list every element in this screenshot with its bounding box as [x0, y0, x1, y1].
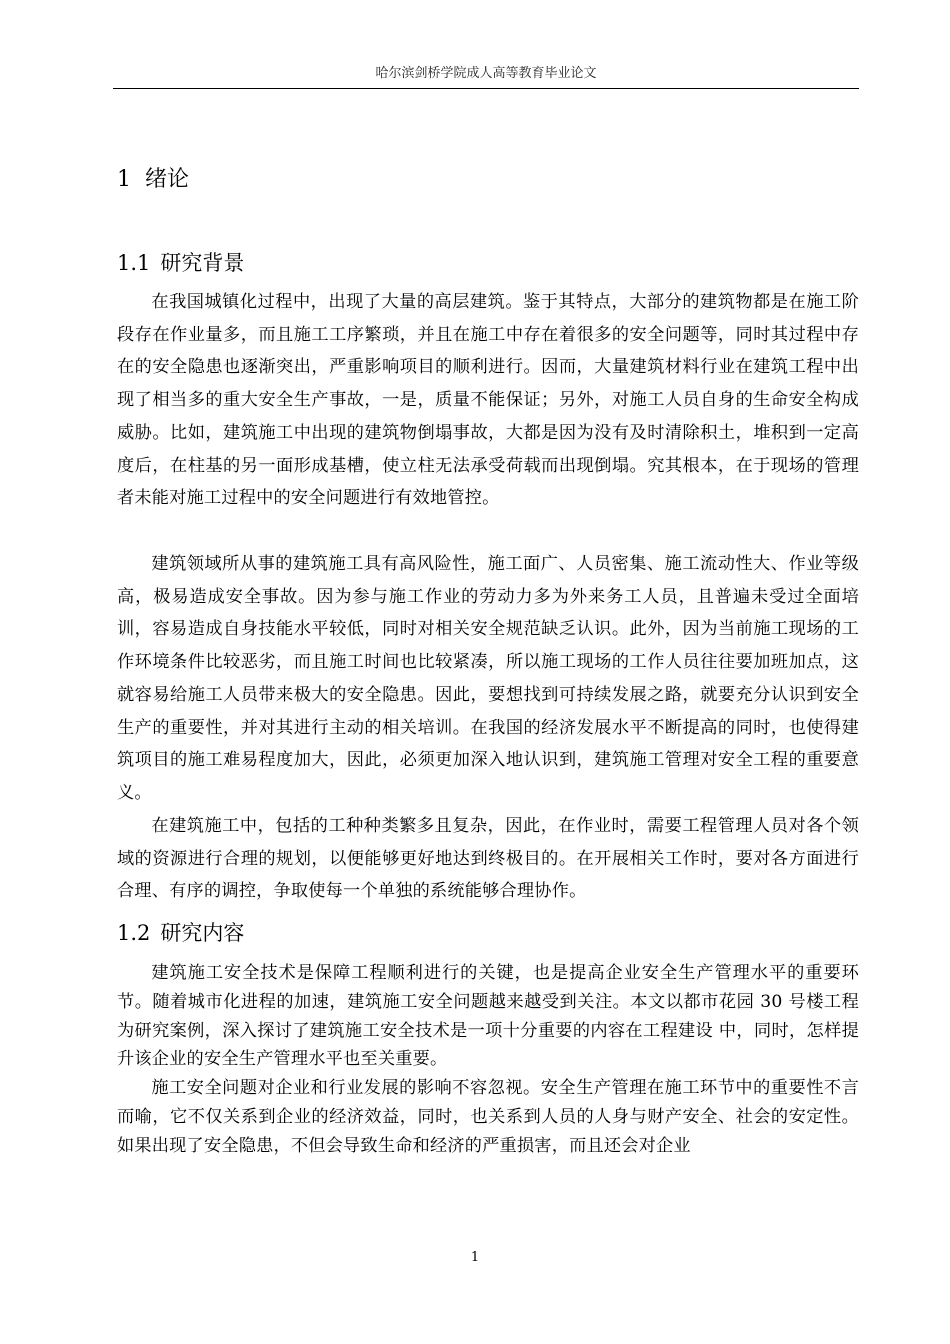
paragraph: 建筑领域所从事的建筑施工具有高风险性，施工面广、人员密集、施工流动性大、作业等级高，极易造成安全事故。因为参与施工作业的劳动力多为外来务工人员，且普遍未受过全面培训，容易造成自身技能水平较低，同时对相关安全规范缺乏认识。此外，因为当前施工现场的工作环境条件比较恶劣，而且施工时间也比较紧凑，所以施工现场的工作人员往往要加班加点，这就容易给施工人员带来极大的安全隐患。因此，要想找到可持续发展之路，就要充分认识到安全生产的重要性，并对其进行主动的相关培训。在我国的经济发展水平不断提高的同时，也使得建筑项目的施工难易程度加大，因此，必须更加深入地认识到，建筑施工管理对安全工程的重要意义。 — [117, 554, 859, 803]
running-header: 哈尔滨剑桥学院成人高等教育毕业论文 — [375, 66, 597, 81]
paragraph: 在建筑施工中，包括的工种种类繁多且复杂，因此，在作业时，需要工程管理人员对各个领域的资源进行合理的规划，以便能够更好地达到终极目的。在开展相关工作时，要对各方面进行合理、有序的调控，争取使每一个单独的系统能够合理协作。 — [117, 816, 859, 902]
section-title: 研究背景 — [160, 251, 245, 275]
section-heading-1-2 — [117, 918, 244, 948]
chapter-number: 1 — [117, 167, 131, 192]
section-number: 1.2 — [117, 921, 151, 945]
section-heading-1-1 — [117, 248, 244, 278]
paragraph: 在我国城镇化过程中，出现了大量的高层建筑。鉴于其特点，大部分的建筑物都是在施工阶段存在作业量多，而且施工工序繁琐，并且在施工中存在着很多的安全问题等，同时其过程中存在的安全隐患也逐渐突出，严重影响项目的顺利进行。因而，大量建筑材料行业在建筑工程中出现了相当多的重大安全生产事故，一是，质量不能保证；另外，对施工人员自身的生命安全构成威胁。比如，建筑施工中出现的建筑物倒塌事故，大都是因为没有及时清除积土，堆积到一定高度后，在柱基的另一面形成基槽，使立柱无法承受荷载而出现倒塌。究其根本，在于现场的管理者未能对施工过程中的安全问题进行有效地管控。 — [117, 292, 859, 509]
header-rule — [113, 88, 859, 89]
paragraph: 施工安全问题对企业和行业发展的影响不容忽视。安全生产管理在施工环节中的重要性不言而喻，它不仅关系到企业的经济效益，同时，也关系到人员的人身与财产安全、社会的安定性。如果出现了安全隐患，不但会导致生命和经济的严重损害，而且还会对企业 — [117, 1078, 859, 1156]
chapter-title: 绪论 — [145, 167, 190, 192]
section-title: 研究内容 — [160, 921, 245, 945]
paragraph: 建筑施工安全技术是保障工程顺利进行的关键，也是提高企业安全生产管理水平的重要环节。随着城市化进程的加速，建筑施工安全问题越来越受到关注。本文以都市花园 30 号楼工程为研究案例，深入探讨了建筑施工安全技术是一项十分重要的内容在工程建设 中，同时，怎样提升该企业的安全生产管理水平也至关重要。 — [117, 963, 859, 1070]
section-number: 1.1 — [117, 251, 151, 275]
chapter-heading — [117, 165, 189, 195]
page-number: 1 — [470, 1250, 480, 1265]
